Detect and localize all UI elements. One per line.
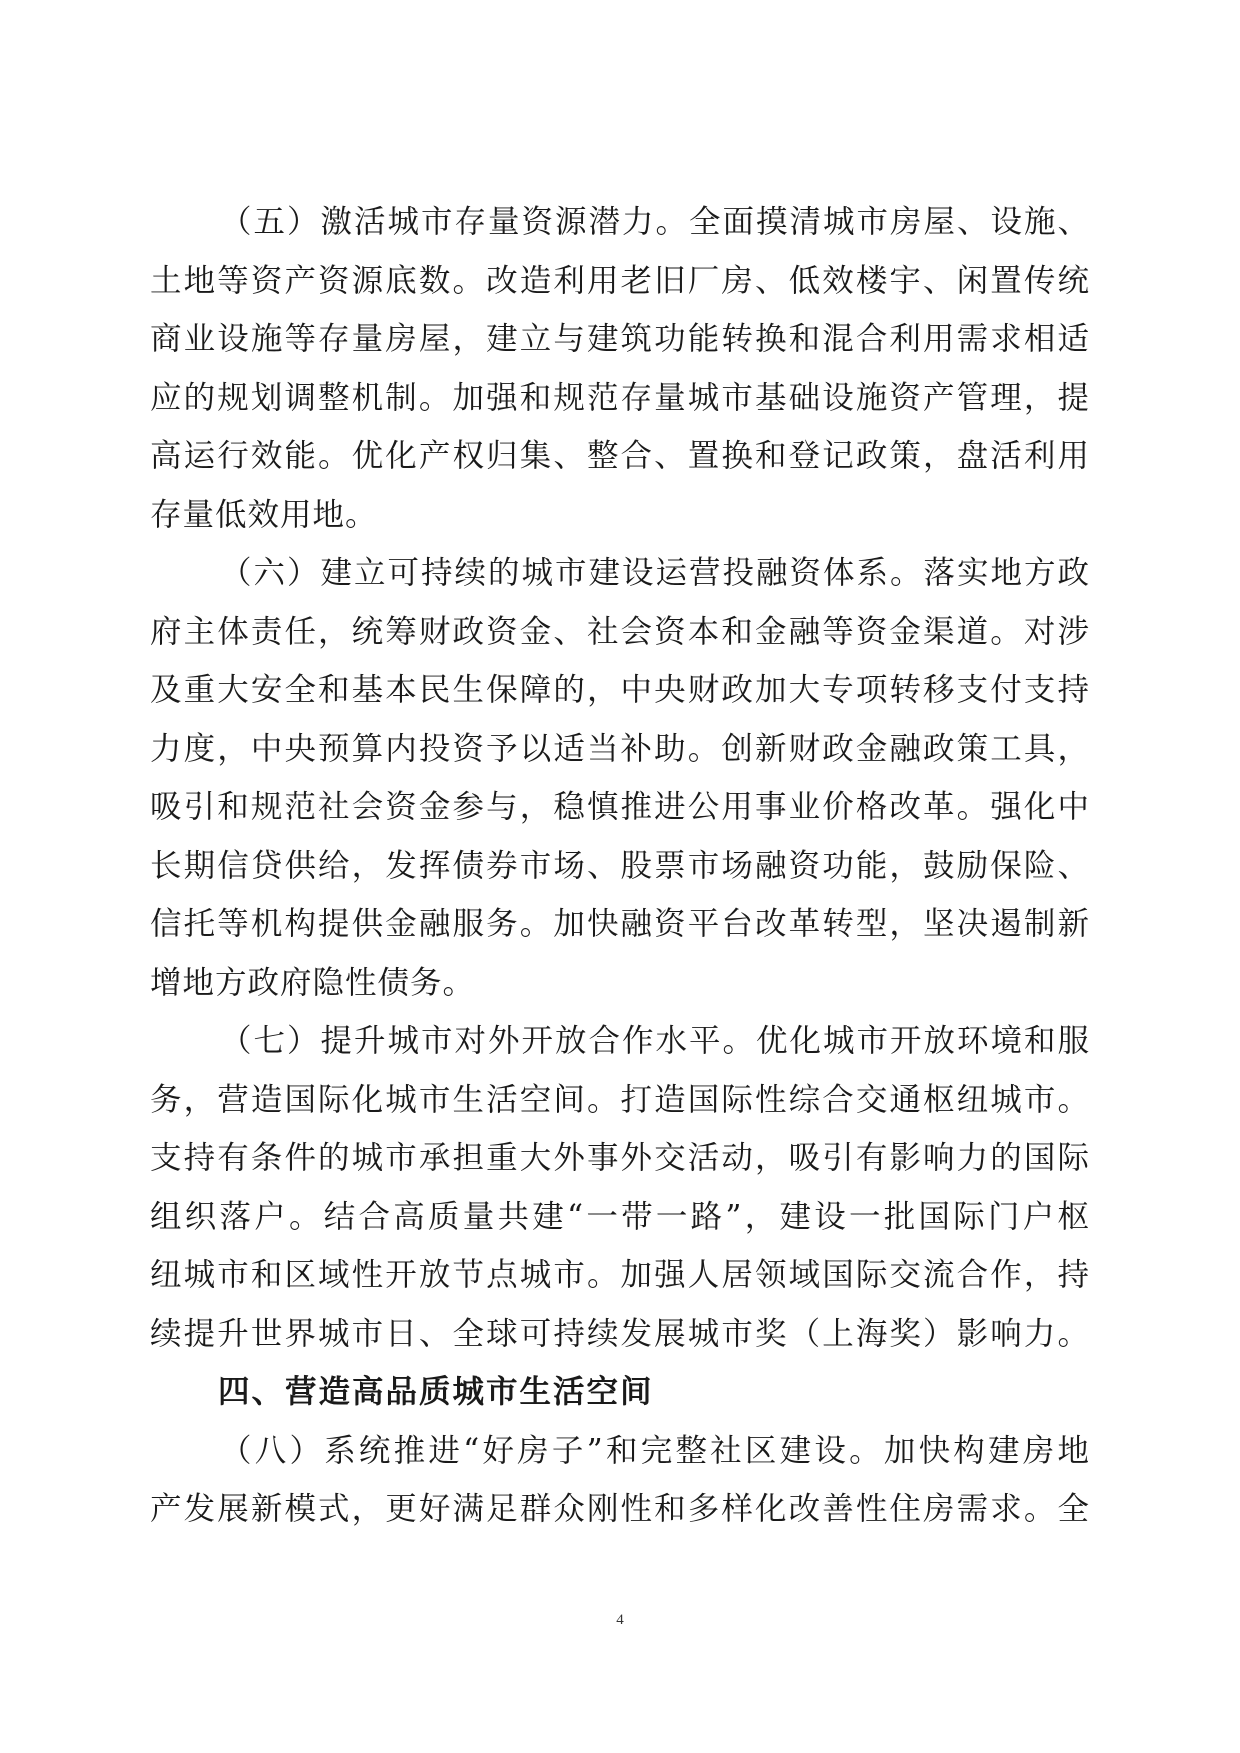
paragraph-line: 务，营造国际化城市生活空间。打造国际性综合交通枢纽城市。	[150, 1081, 1090, 1118]
paragraph-line: （七）提升城市对外开放合作水平。优化城市开放环境和服	[220, 1023, 1090, 1059]
paragraph-line: 吸引和规范社会资金参与，稳慎推进公用事业价格改革。强化中	[150, 789, 1090, 825]
paragraph-line: 及重大安全和基本民生保障的，中央财政加大专项转移支付支持	[150, 672, 1090, 708]
page-number: 4	[616, 1612, 624, 1628]
paragraph-line: 长期信贷供给，发挥债券市场、股票市场融资功能，鼓励保险、	[150, 847, 1090, 884]
paragraph-line: 产发展新模式，更好满足群众刚性和多样化改善性住房需求。全	[150, 1491, 1090, 1527]
paragraph-line: 府主体责任，统筹财政资金、社会资本和金融等资金渠道。对涉	[150, 613, 1090, 650]
paragraph-line: （六）建立可持续的城市建设运营投融资体系。落实地方政	[220, 555, 1090, 591]
paragraph-line: 续提升世界城市日、全球可持续发展城市奖（上海奖）影响力。	[150, 1315, 1090, 1352]
paragraph-line: 信托等机构提供金融服务。加快融资平台改革转型，坚决遏制新	[150, 906, 1090, 942]
paragraph-line: 组织落户。结合高质量共建“一带一路”，建设一批国际门户枢	[150, 1198, 1090, 1235]
paragraph-line: 高运行效能。优化产权归集、整合、置换和登记政策，盘活利用	[150, 438, 1090, 474]
paragraph-line: （五）激活城市存量资源潜力。全面摸清城市房屋、设施、	[220, 204, 1090, 240]
paragraph-line: 支持有条件的城市承担重大外事外交活动，吸引有影响力的国际	[150, 1140, 1090, 1176]
section-heading: 四、营造高品质城市生活空间	[218, 1374, 654, 1410]
paragraph-line: 存量低效用地。	[150, 496, 378, 533]
paragraph-line: 力度，中央预算内投资予以适当补助。创新财政金融政策工具，	[150, 730, 1090, 767]
paragraph-line: 土地等资产资源底数。改造利用老旧厂房、低效楼宇、闲置传统	[150, 262, 1090, 299]
paragraph-line: 应的规划调整机制。加强和规范存量城市基础设施资产管理，提	[150, 379, 1090, 416]
paragraph-line: 商业设施等存量房屋，建立与建筑功能转换和混合利用需求相适	[150, 321, 1090, 357]
paragraph-line: （八）系统推进“好房子”和完整社区建设。加快构建房地	[220, 1432, 1090, 1469]
paragraph-line: 增地方政府隐性债务。	[150, 964, 476, 1001]
paragraph-line: 纽城市和区域性开放节点城市。加强人居领域国际交流合作，持	[150, 1257, 1090, 1293]
body-text	[150, 193, 1090, 1539]
